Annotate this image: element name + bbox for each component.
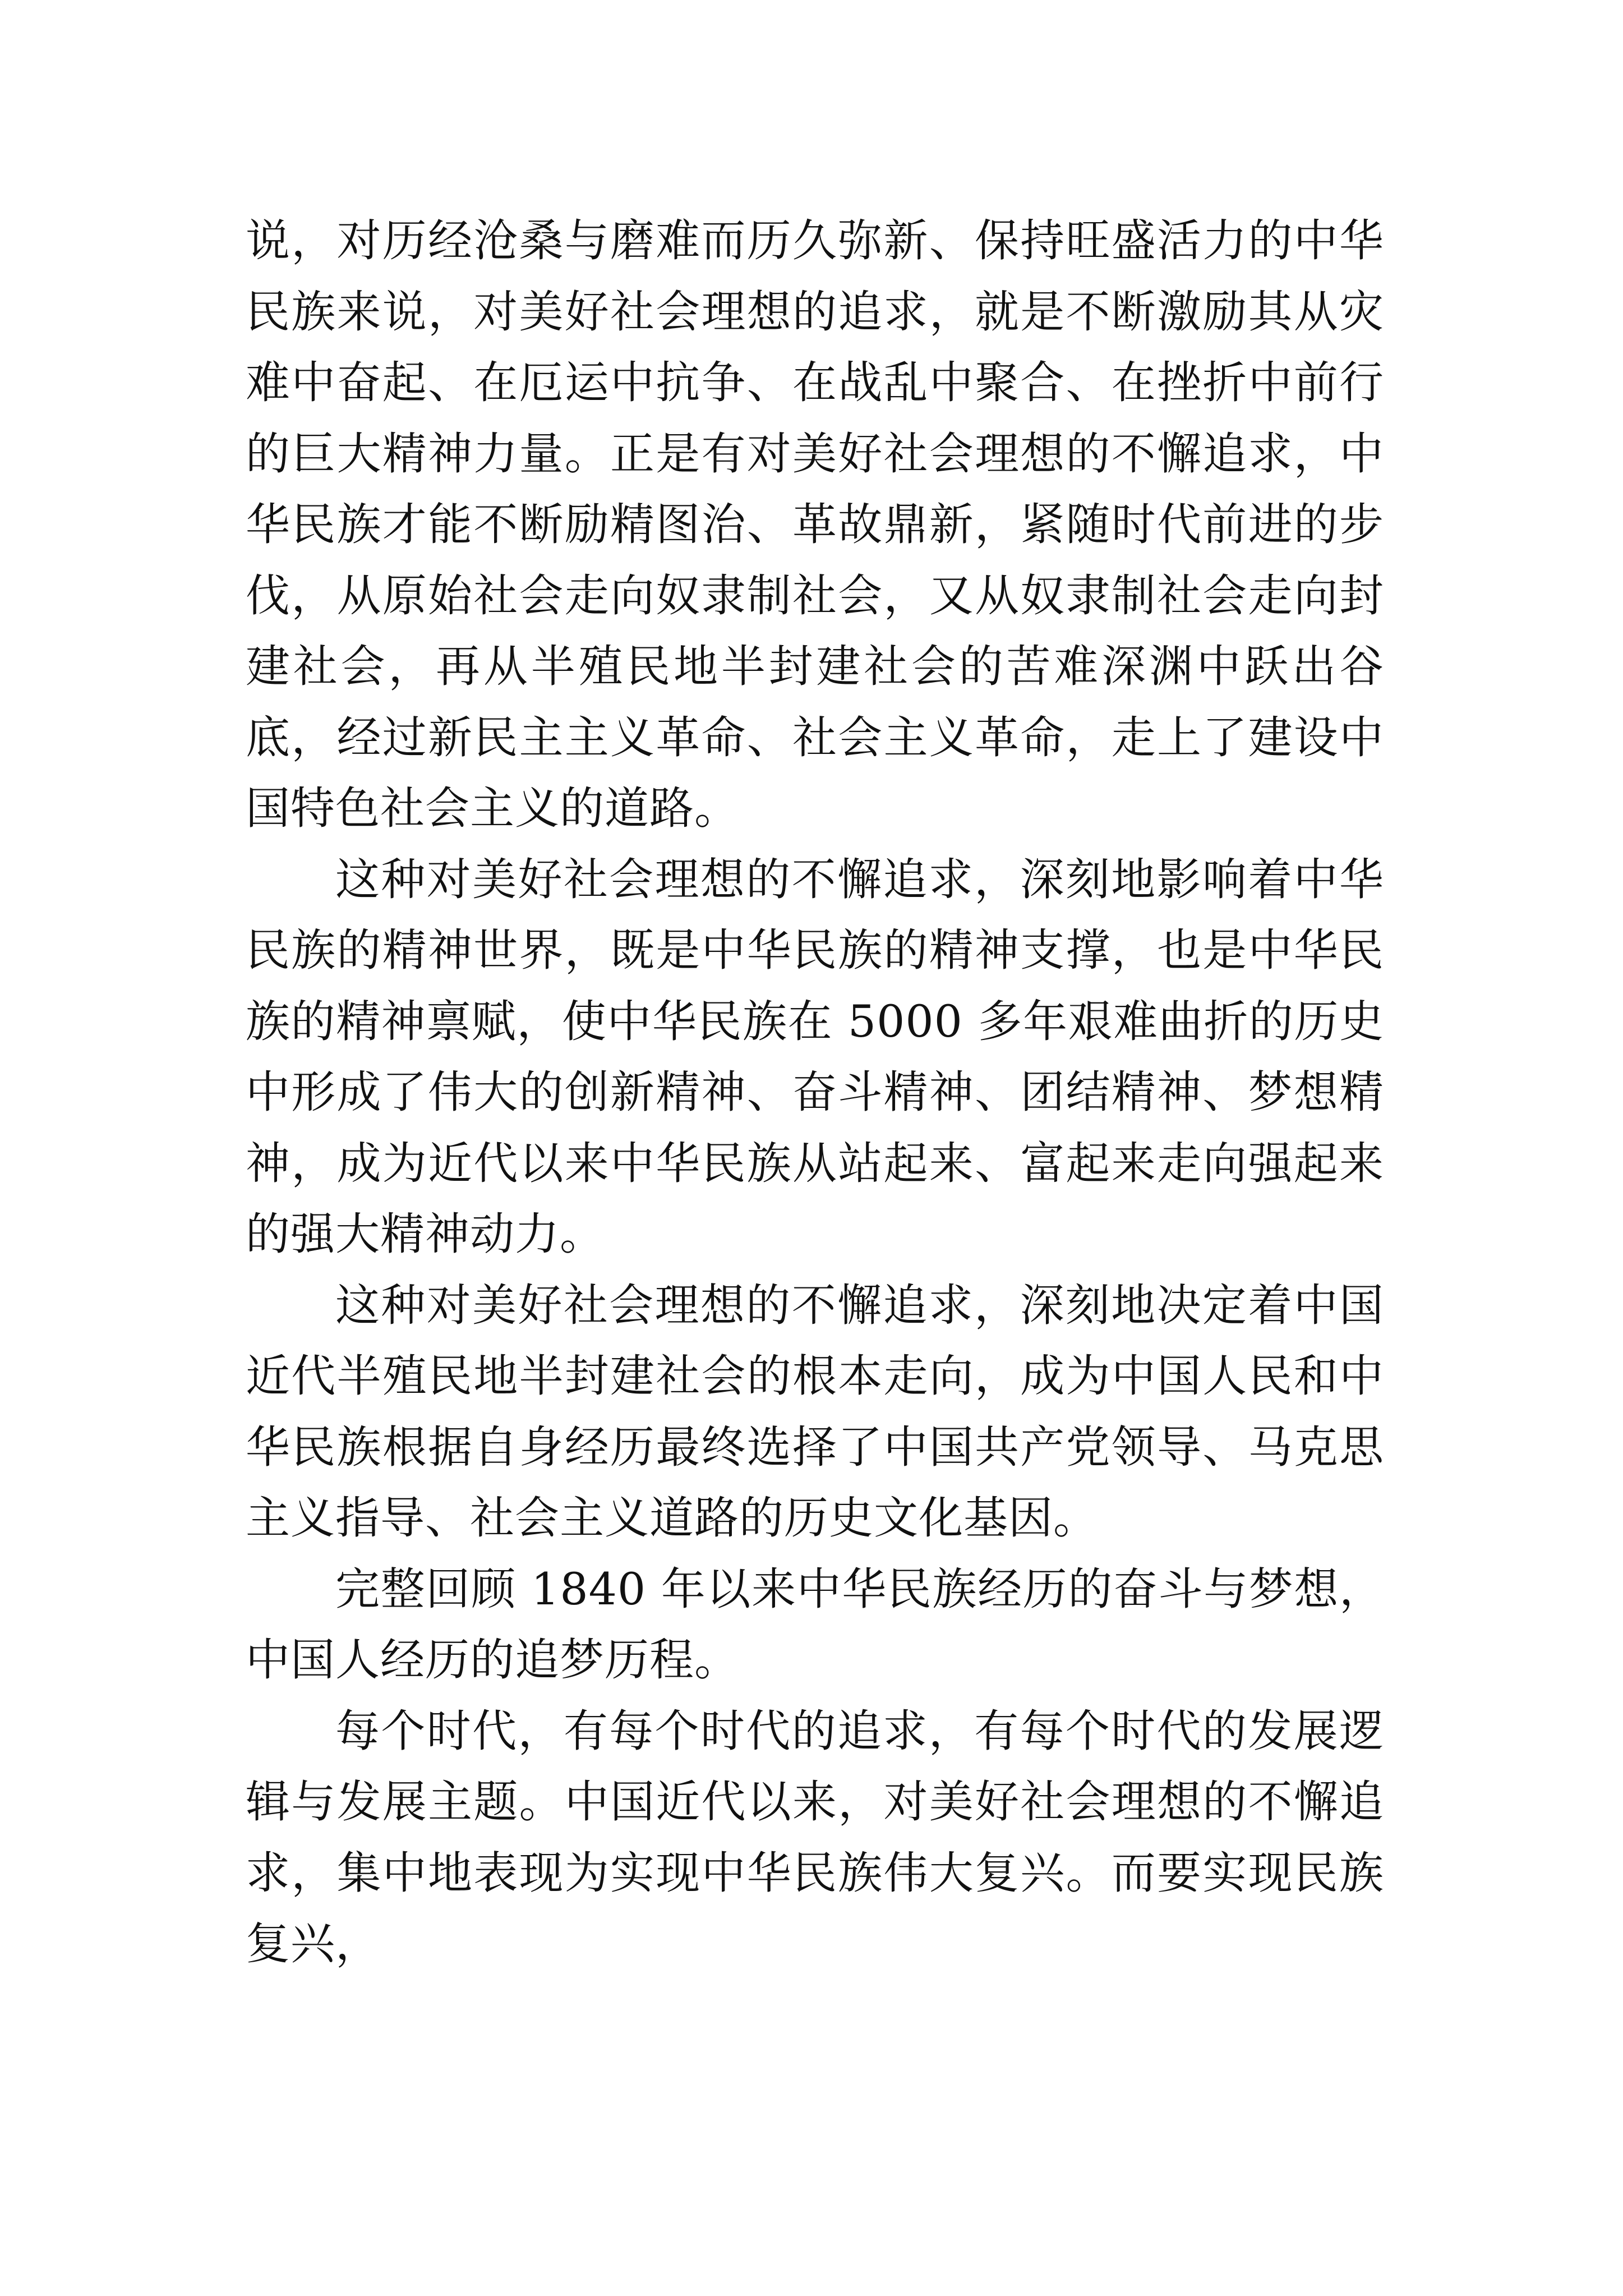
paragraph-4: 完整回顾 1840 年以来中华民族经历的奋斗与梦想，中国人经历的追梦历程。 [246,1563,1384,1686]
paragraph-1: 说，对历经沧桑与磨难而历久弥新、保持旺盛活力的中华民族来说，对美好社会理想的追求，就是不断激励其从灾难中奋起、在厄运中抗争、在战乱中聚合、在挫折中前行的巨大精神力量。正是有对美好社会理想的不懈追求，中华民族才能不断励精图治、革故鼎新，紧随时代前进的步伐，从原始社会走向奴隶制社会，又从奴隶制社会走向封建社会，再从半殖民地半封建社会的苦难深渊中跃出谷底，经过新民主主义革命、社会主义革命，走上了建设中国特色社会主义的道路。 [246,215,1384,834]
paragraph-2: 这种对美好社会理想的不懈追求，深刻地影响着中华民族的精神世界，既是中华民族的精神支撑，也是中华民族的精神禀赋，使中华民族在 5000 多年艰难曲折的历史中形成了伟大的创新精神、奋斗精神、团结精神、梦想精神，成为近代以来中华民族从站起来、富起来走向强起来的强大精神动力。 [246,853,1384,1260]
paragraph-5: 每个时代，有每个时代的追求，有每个时代的发展逻辑与发展主题。中国近代以来，对美好社会理想的不懈追求，集中地表现为实现中华民族伟大复兴。而要实现民族复兴， [246,1705,1384,1970]
body-text [246,205,1384,1980]
paragraph-3: 这种对美好社会理想的不懈追求，深刻地决定着中国近代半殖民地半封建社会的根本走向，成为中国人民和中华民族根据自身经历最终选择了中国共产党领导、马克思主义指导、社会主义道路的历史文化基因。 [246,1279,1384,1544]
